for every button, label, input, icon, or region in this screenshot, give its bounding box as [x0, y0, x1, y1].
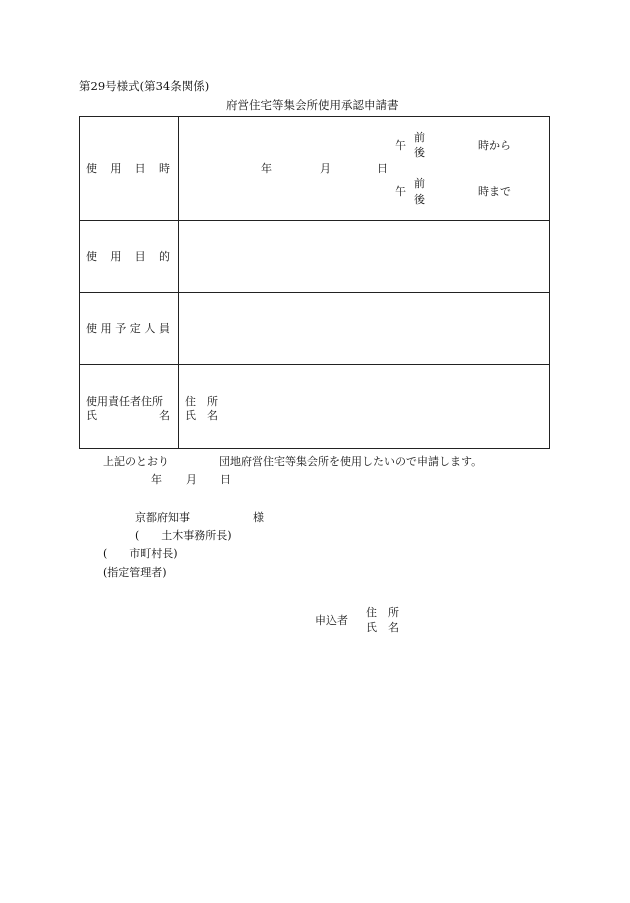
date-year-unit: 年 — [151, 473, 162, 486]
applicant-name-field[interactable]: 氏 名 — [366, 621, 399, 634]
end-am-option[interactable]: 前 — [414, 177, 425, 190]
application-form-table — [79, 116, 550, 449]
month-unit: 月 — [320, 162, 331, 175]
applicant-address-field[interactable]: 住 所 — [366, 606, 399, 619]
addressee-honorific: 様 — [253, 511, 264, 524]
start-time-suffix: 時から — [478, 139, 511, 152]
responsible-address-field[interactable]: 住 所 — [185, 395, 218, 408]
row-divider-2 — [80, 292, 549, 293]
responsible-person-address-label: 使用責任者住所 — [86, 395, 163, 408]
start-pm-option[interactable]: 後 — [414, 146, 425, 159]
day-unit: 日 — [377, 162, 388, 175]
responsible-person-name-label: 氏 名 — [86, 409, 170, 422]
applicant-label: 申込者 — [315, 614, 348, 627]
responsible-name-field[interactable]: 氏 名 — [185, 409, 218, 422]
addressee-municipal: ( 市町村長) — [103, 547, 178, 560]
start-am-option[interactable]: 前 — [414, 131, 425, 144]
start-ampm-prefix[interactable]: 午 — [395, 139, 406, 152]
addressee-public-works: ( 土木事務所長) — [135, 529, 232, 542]
date-day-unit: 日 — [220, 473, 231, 486]
end-time-suffix: 時まで — [478, 185, 511, 198]
end-pm-option[interactable]: 後 — [414, 193, 425, 206]
addressee-manager: (指定管理者) — [103, 566, 167, 579]
addressee-governor: 京都府知事 — [135, 511, 190, 524]
form-title: 府営住宅等集会所使用承認申請書 — [226, 98, 399, 112]
usage-purpose-label: 使 用 目 的 — [86, 250, 170, 263]
year-unit: 年 — [261, 162, 272, 175]
date-month-unit: 月 — [186, 473, 197, 486]
statement-body: 団地府営住宅等集会所を使用したいので申請します。 — [219, 455, 483, 468]
form-number: 第29号様式(第34条関係) — [79, 79, 210, 93]
statement-prefix: 上記のとおり — [103, 455, 169, 468]
expected-attendees-label: 使 用 予 定 人 員 — [86, 322, 170, 335]
end-ampm-prefix[interactable]: 午 — [395, 185, 406, 198]
row-divider-1 — [80, 220, 549, 221]
row-divider-3 — [80, 364, 549, 365]
usage-datetime-label: 使 用 日 時 — [86, 162, 170, 175]
table-column-divider — [178, 117, 179, 448]
